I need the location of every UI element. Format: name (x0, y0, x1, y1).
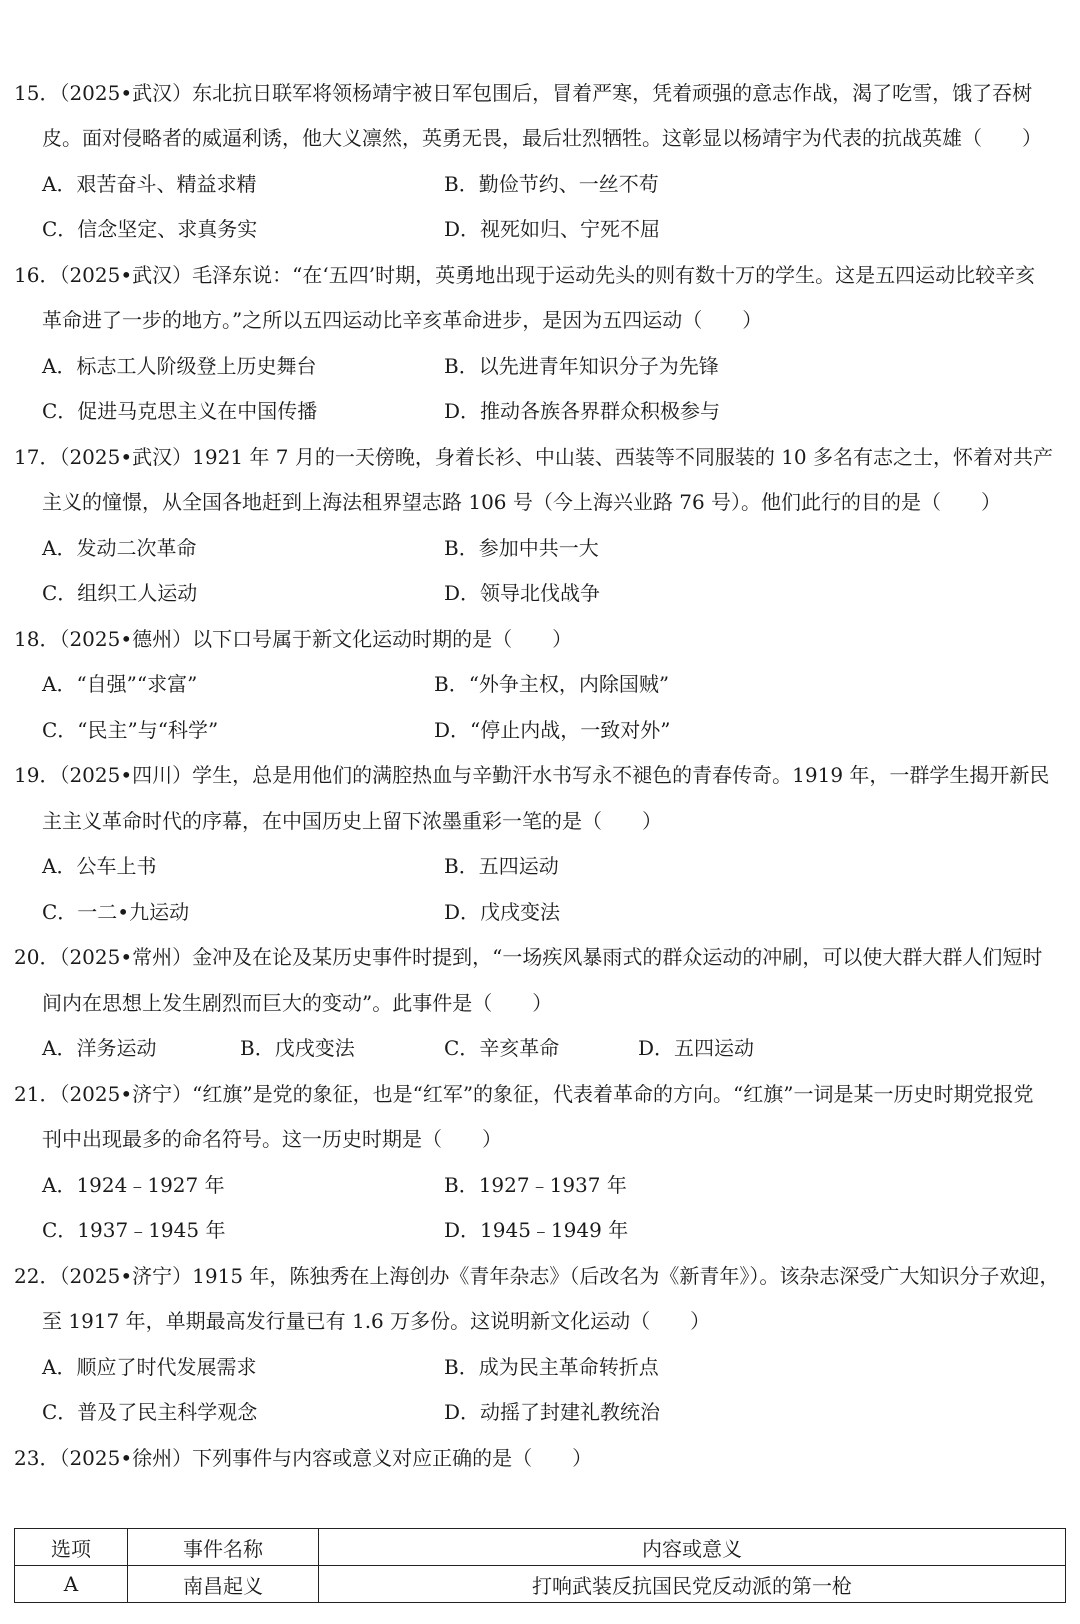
option-b: B．五四运动 (444, 854, 559, 878)
option-c: C．一二•九运动 (42, 900, 190, 924)
table-header-cell: 事件名称 (128, 1529, 319, 1566)
question-stem-line: 革命进了一步的地方。”之所以五四运动比辛亥革命进步，是因为五四运动（ ） (42, 308, 763, 332)
option-b: B．成为民主革命转折点 (444, 1355, 659, 1379)
option-d: D．推动各族各界群众积极参与 (444, 399, 721, 423)
question-stem-line: 主主义革命时代的序幕，在中国历史上留下浓墨重彩一笔的是（ ） (42, 809, 662, 833)
option-c: C．1937﹣1945 年 (42, 1218, 226, 1242)
option-c: C．组织工人运动 (42, 581, 198, 605)
question-stem-line: 22．（2025•济宁）1915 年，陈独秀在上海创办《青年杂志》（后改名为《新青年》）。该杂志深受广大知识分子欢迎， (14, 1264, 1060, 1288)
option-d: D．1945﹣1949 年 (444, 1218, 629, 1242)
question-stem-line: 17．（2025•武汉）1921 年 7 月的一天傍晚，身着长衫、中山装、西装等不同服装的 10 多名有志之士，怀着对共产 (14, 445, 1054, 469)
option-d: D．领导北伐战争 (444, 581, 601, 605)
option-d: D．视死如归、宁死不屈 (444, 217, 661, 241)
option-d: D．“停止内战，一致对外” (434, 718, 671, 742)
question-stem-line: 至 1917 年，单期最高发行量已有 1.6 万多份。这说明新文化运动（ ） (42, 1309, 711, 1333)
table-cell: 南昌起义 (128, 1566, 319, 1603)
event-table (14, 1528, 1066, 1603)
option-d: D．五四运动 (638, 1036, 755, 1060)
option-c: C．促进马克思主义在中国传播 (42, 399, 318, 423)
option-a: A．顺应了时代发展需求 (42, 1355, 257, 1379)
option-b: B．以先进青年知识分子为先锋 (444, 354, 719, 378)
question-stem-line: 19．（2025•四川）学生，总是用他们的满腔热血与辛勤汗水书写永不褪色的青春传奇。1919 年，一群学生揭开新民 (14, 763, 1050, 787)
option-b: B．1927﹣1937 年 (444, 1173, 627, 1197)
question-stem-line: 皮。面对侵略者的威逼利诱，他大义凛然，英勇无畏，最后壮烈牺牲。这彰显以杨靖宇为代表的抗战英雄（ ） (42, 126, 1042, 150)
option-a: A．发动二次革命 (42, 536, 197, 560)
option-b: B．勤俭节约、一丝不苟 (444, 172, 659, 196)
option-b: B．戊戌变法 (240, 1036, 355, 1060)
question-stem-line: 23．（2025•徐州）下列事件与内容或意义对应正确的是（ ） (14, 1446, 593, 1470)
question-stem-line: 15．（2025•武汉）东北抗日联军将领杨靖宇被日军包围后，冒着严寒，凭着顽强的意志作战，渴了吃雪，饿了吞树 (14, 81, 1033, 105)
option-d: D．动摇了封建礼教统治 (444, 1400, 661, 1424)
option-b: B．“外争主权，内除国贼” (434, 672, 670, 696)
question-stem-line: 刊中出现最多的命名符号。这一历史时期是（ ） (42, 1127, 502, 1151)
option-a: A．艰苦奋斗、精益求精 (42, 172, 257, 196)
question-stem-line: 18．（2025•德州）以下口号属于新文化运动时期的是（ ） (14, 627, 573, 651)
table-header-cell: 内容或意义 (319, 1529, 1066, 1566)
table-header-cell: 选项 (15, 1529, 128, 1566)
option-a: A．1924﹣1927 年 (42, 1173, 225, 1197)
question-stem-line: 间内在思想上发生剧烈而巨大的变动”。此事件是（ ） (42, 991, 553, 1015)
question-stem-line: 20．（2025•常州）金冲及在论及某历史事件时提到，“一场疾风暴雨式的群众运动的冲刷，可以使大群大群人们短时 (14, 945, 1043, 969)
option-d: D．戊戌变法 (444, 900, 561, 924)
question-stem-line: 16．（2025•武汉）毛泽东说：“在‘五四’时期，英勇地出现于运动先头的则有数十万的学生。这是五四运动比较辛亥 (14, 263, 1036, 287)
option-c: C．“民主”与“科学” (42, 718, 219, 742)
question-stem-line: 21．（2025•济宁）“红旗”是党的象征，也是“红军”的象征，代表着革命的方向。“红旗”一词是某一历史时期党报党 (14, 1082, 1034, 1106)
option-c: C．信念坚定、求真务实 (42, 217, 258, 241)
table-cell: A (15, 1566, 128, 1603)
question-stem-line: 主义的憧憬，从全国各地赶到上海法租界望志路 106 号（今上海兴业路 76 号）。他们此行的目的是（ ） (42, 490, 1002, 514)
option-a: A．洋务运动 (42, 1036, 157, 1060)
option-a: A．公车上书 (42, 854, 157, 878)
option-c: C．辛亥革命 (444, 1036, 560, 1060)
option-c: C．普及了民主科学观念 (42, 1400, 258, 1424)
option-a: A．“自强”“求富” (42, 672, 198, 696)
option-a: A．标志工人阶级登上历史舞台 (42, 354, 317, 378)
table-row (15, 1566, 1066, 1603)
option-b: B．参加中共一大 (444, 536, 599, 560)
table-header-row (15, 1529, 1066, 1566)
table-cell: 打响武装反抗国民党反动派的第一枪 (319, 1566, 1066, 1603)
